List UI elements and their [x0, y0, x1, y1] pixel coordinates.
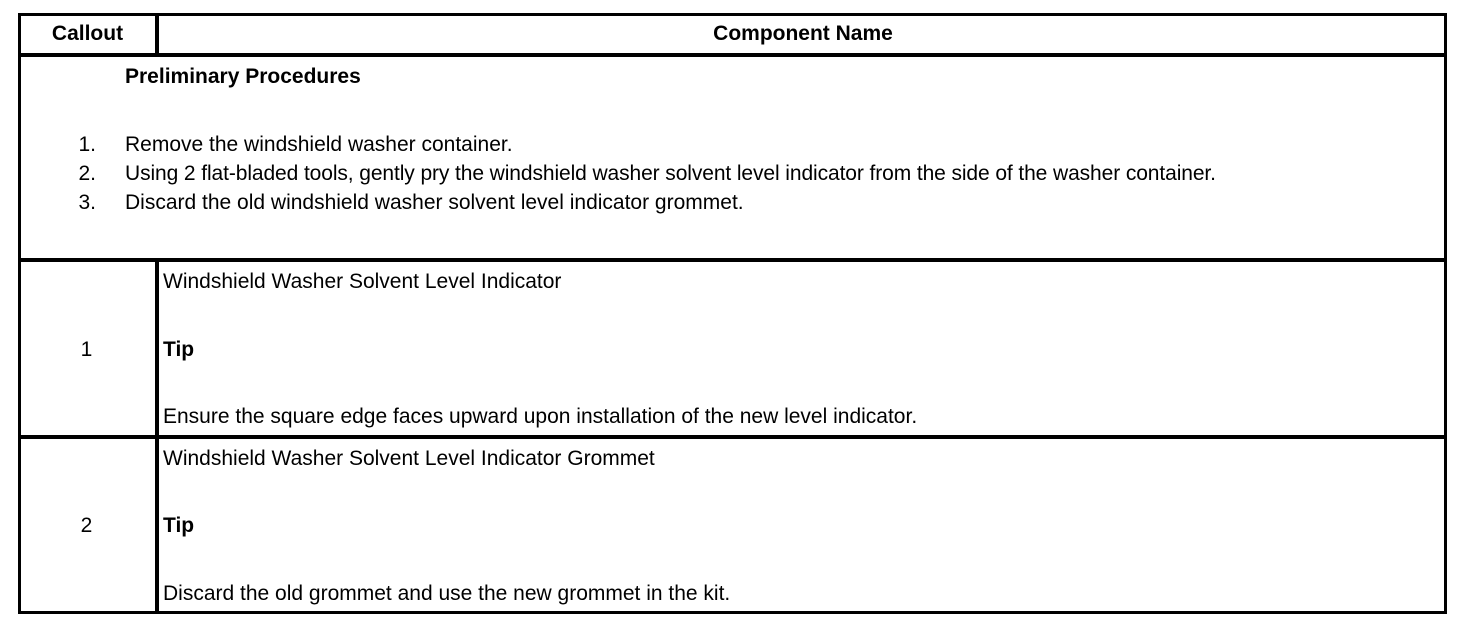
tip-text: Discard the old grommet and use the new grommet in the kit.	[163, 582, 731, 605]
row-divider	[18, 435, 1447, 439]
preliminary-divider	[18, 258, 1447, 262]
header-callout: Callout	[51, 22, 124, 45]
header-divider	[18, 53, 1447, 57]
tip-text: Ensure the square edge faces upward upon installation of the new level indicator.	[163, 405, 918, 428]
step-number: 2.	[78, 162, 96, 185]
step-number: 1.	[78, 133, 96, 156]
callout-number: 1	[80, 338, 93, 361]
step-text: Remove the windshield washer container.	[125, 133, 513, 156]
tip-label: Tip	[163, 514, 195, 537]
step-text: Discard the old windshield washer solvent level indicator grommet.	[125, 191, 744, 214]
header-component-name: Component Name	[713, 22, 893, 45]
tip-label: Tip	[163, 338, 195, 361]
step-text: Using 2 flat-bladed tools, gently pry the windshield washer solvent level indicator from the side of the washer container.	[125, 162, 1216, 185]
component-name: Windshield Washer Solvent Level Indicator	[163, 270, 562, 293]
component-name: Windshield Washer Solvent Level Indicator Grommet	[163, 447, 655, 470]
step-number: 3.	[78, 191, 96, 214]
preliminary-title: Preliminary Procedures	[125, 65, 361, 88]
component-table	[18, 13, 1447, 614]
callout-number: 2	[80, 514, 93, 537]
